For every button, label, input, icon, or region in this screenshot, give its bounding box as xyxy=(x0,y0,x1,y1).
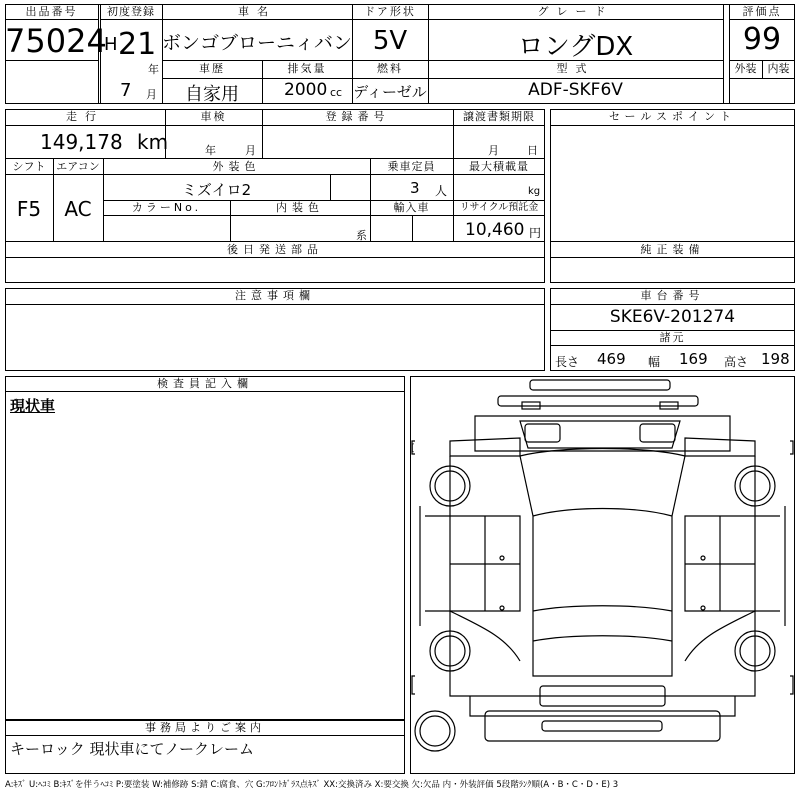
model-header: 型式 xyxy=(556,62,595,75)
reg-no-header: 登録番号 xyxy=(325,110,390,123)
office-header: 事務局よりご案内 xyxy=(145,721,265,734)
fuel-value: ディーゼル xyxy=(353,83,427,101)
year-unit: 年 xyxy=(148,63,159,76)
shift-header: シフト xyxy=(12,160,46,173)
inspector-note: 現状車 xyxy=(10,397,56,415)
genuine-header: 純正装備 xyxy=(640,243,705,256)
ext-color-header: 外装色 xyxy=(212,160,261,173)
yen-unit: 円 xyxy=(529,226,542,240)
later-parts-header: 後日発送部品 xyxy=(227,243,323,256)
car-name-value: ボンゴブローニィバン xyxy=(162,32,353,54)
year-value: 21 xyxy=(118,27,157,62)
door-header: ドア形状 xyxy=(364,5,416,18)
km-unit: km xyxy=(137,130,169,154)
history-value: 自家用 xyxy=(185,84,239,105)
car-name-header: 車名 xyxy=(238,5,276,18)
transfer-day-unit: 日 xyxy=(527,144,538,157)
recycle-header: リサイクル預託金 xyxy=(459,202,539,213)
model-value: ADF-SKF6V xyxy=(528,80,623,100)
exterior-header: 外装 xyxy=(734,62,757,75)
color-no-header: カラーNo. xyxy=(131,201,202,214)
recycle-value: 10,460 xyxy=(465,220,525,240)
length-value: 469 xyxy=(597,350,626,368)
mileage-value: 149,178 xyxy=(40,130,123,154)
aircon-header: エアコン xyxy=(56,160,100,173)
import-header: 輸入車 xyxy=(393,201,430,214)
load-unit: kg xyxy=(528,186,541,197)
int-color-header: 内装色 xyxy=(276,201,324,214)
transfer-month-unit: 月 xyxy=(488,144,499,157)
lot-no-header: 出品番号 xyxy=(25,5,78,18)
aircon-value: AC xyxy=(64,197,92,221)
inspection-header: 車検 xyxy=(200,110,227,123)
mileage-header: 走行 xyxy=(66,110,104,123)
length-label: 長さ xyxy=(555,355,580,369)
fuel-header: 燃料 xyxy=(377,62,403,75)
height-label: 高さ xyxy=(724,355,749,369)
width-value: 169 xyxy=(679,350,708,368)
chassis-header: 車台番号 xyxy=(640,289,705,302)
ext-color-value: ミズイロ2 xyxy=(181,181,252,199)
first-reg-header: 初度登録 xyxy=(107,5,155,18)
interior-header: 内装 xyxy=(767,62,790,75)
insp-month-unit: 月 xyxy=(245,144,256,157)
score-value: 99 xyxy=(742,22,782,57)
era-value: H xyxy=(104,34,118,55)
legend-text: A:ｷｽﾞ U:ﾍｺﾐ B:ｷｽﾞを伴うﾍｺﾐ P:要塗装 W:補修跡 S:錆 C:腐食、穴 G:ﾌﾛﾝﾄｶﾞﾗｽ点ｷｽﾞ XX:交換済み X:要交換 欠:欠品 内・外装評価 5段階ﾗﾝｸ順(A・B・C・D・E) 3 xyxy=(5,780,619,790)
month-unit: 月 xyxy=(146,88,157,101)
score-header: 評価点 xyxy=(742,5,782,18)
capacity-value: 3 xyxy=(410,179,420,197)
specs-header: 諸元 xyxy=(659,331,686,344)
insp-year-unit: 年 xyxy=(205,144,216,157)
width-label: 幅 xyxy=(648,355,661,369)
month-value: 7 xyxy=(120,80,132,101)
capacity-header: 乗車定員 xyxy=(387,160,436,173)
shift-value: F5 xyxy=(16,197,42,221)
transfer-header: 譲渡書類期限 xyxy=(463,110,535,123)
displacement-value: 2000 xyxy=(284,80,328,100)
door-value: 5V xyxy=(372,26,408,56)
chassis-value: SKE6V-201274 xyxy=(609,307,736,327)
car-diagram xyxy=(410,376,795,774)
inspector-header: 検査員記入欄 xyxy=(157,377,253,390)
max-load-header: 最大積載量 xyxy=(469,160,529,173)
grade-value: ロングDX xyxy=(517,32,634,62)
inspector-box xyxy=(5,376,405,720)
cc-unit: cc xyxy=(330,86,343,99)
caution-header: 注意事項欄 xyxy=(235,289,315,302)
displacement-header: 排気量 xyxy=(287,62,327,75)
office-note: キーロック 現状車にてノークレーム xyxy=(10,740,255,758)
capacity-unit: 人 xyxy=(435,184,448,198)
int-color-unit: 系 xyxy=(356,229,367,242)
sales-point-header: セールスポイント xyxy=(608,110,736,123)
lot-no-value: 75024 xyxy=(5,22,107,60)
grade-header: グレード xyxy=(537,5,614,18)
svg-text:[: [ xyxy=(411,443,415,454)
height-value: 198 xyxy=(761,350,790,368)
history-header: 車歴 xyxy=(199,62,225,75)
